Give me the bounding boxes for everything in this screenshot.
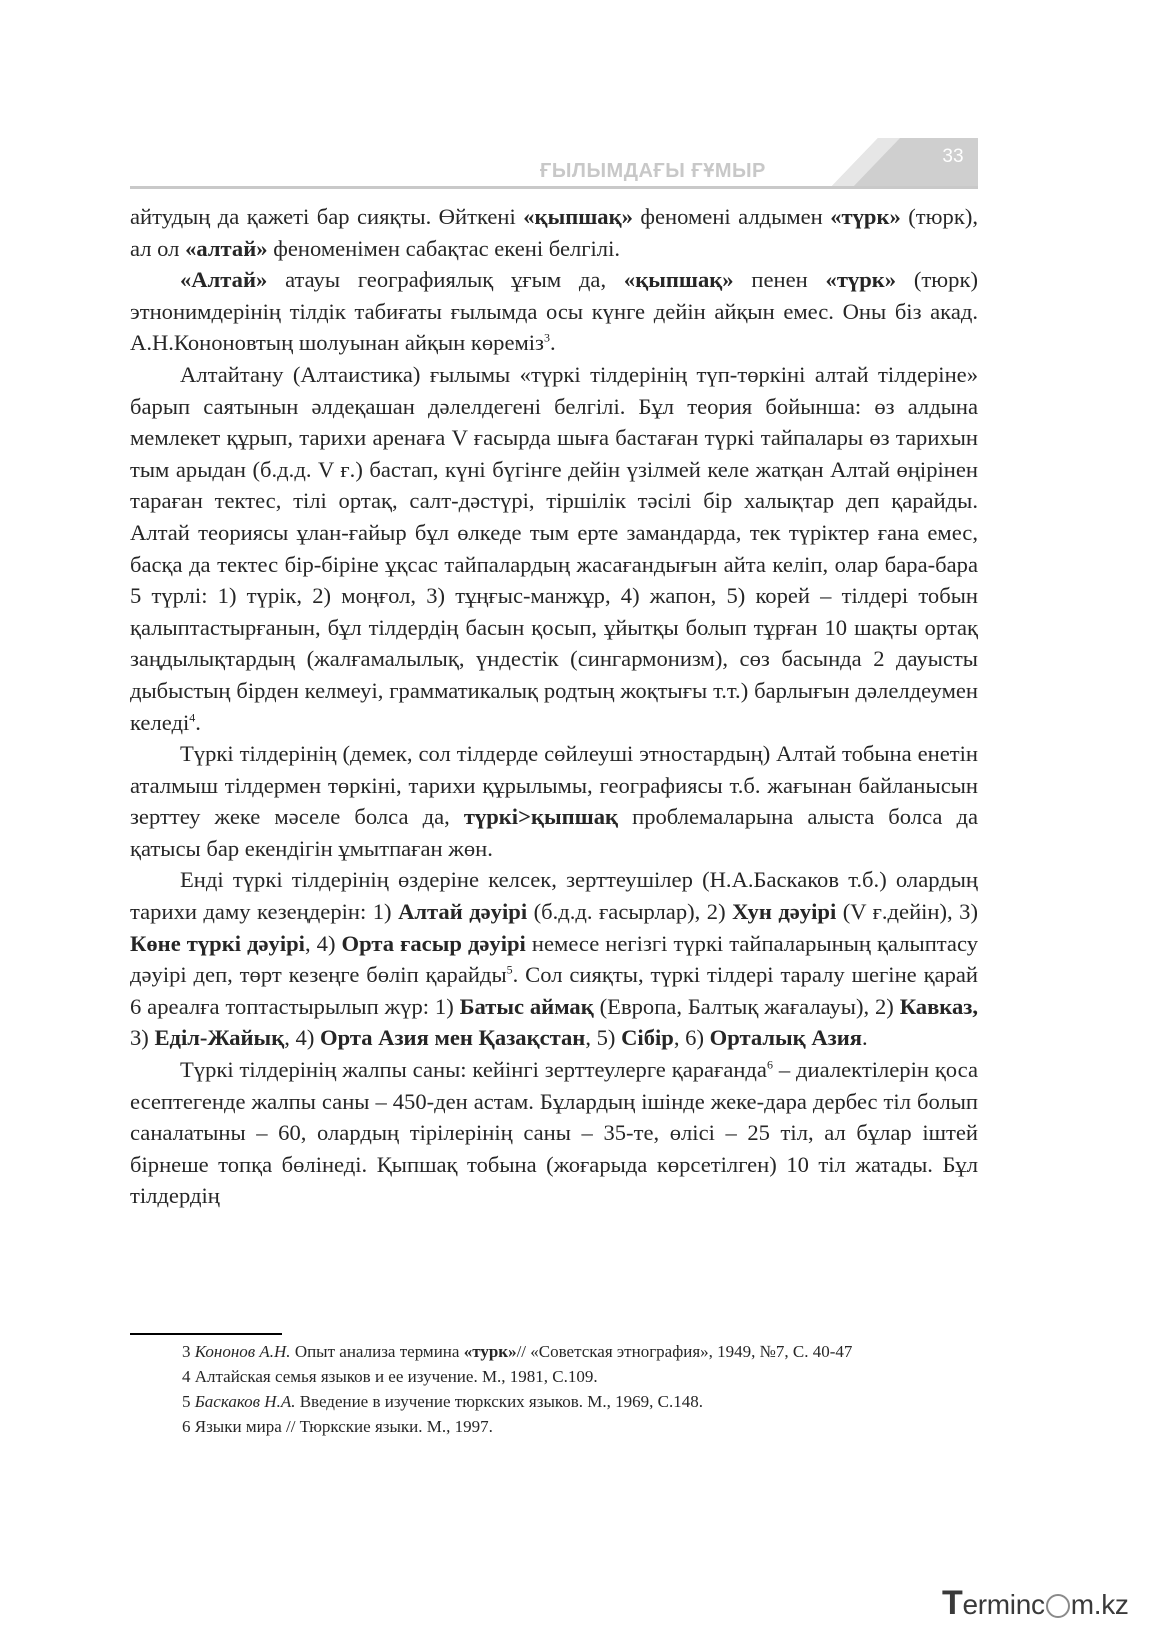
running-header (130, 138, 978, 200)
section-title: ҒЫЛЫМДАҒЫ ҒҰМЫР (540, 160, 766, 182)
footnote-ref-6: 6 (766, 1057, 773, 1072)
footnotes (130, 1339, 978, 1439)
paragraph-3: Алтайтану (Алтаистика) ғылымы «түркi тiлдерiнiң түп-төркiнi алтай тiлдерiне» барып саятынын әлдеқашан дәлелдегенi белгiлi. Бұл теория бойынша: өз алдына мемлекет құрып, тарихи аренаға V ғасырда шыға бастаған түркi тайпалары өз тарихын тым арыдан (б.д.д. V ғ.) бастап, күнi бүгiнге дейiн үзiлмей келе жатқан Алтай өңiрiнен тараған тектес, тiлi ортақ, салт-дәстүрi, тiршiлiк тәсiлi бiр халықтар деп қарайды. Алтай теориясы ұлан-ғайыр бұл өлкеде тым ерте замандарда, тек түрiктер ғана емес, басқа да тектес бiр-бiрiне ұқсас тайпалардың жасағандығын айта келiп, олар бара-бара 5 түрлi: 1) түрiк, 2) моңғол, 3) тұңғыс-манжұр, 4) жапон, 5) корей – тiлдерi тобын қалыптастырғанын, бұл тiлдердiң басын қосып, ұйытқы болып тұрған 10 шақты ортақ заңдылықтардың (жалғамалылық, үндестiк (сингармонизм), сөз басында 2 дауысты дыбыстың бiрден келмеуi, грамматикалық родтың жоқтығы т.т.) барлығын дәлелдеумен келедi$^4$. (130, 361, 978, 735)
paragraph-1: айтудың да қажеті бар сияқты. Өйткені «қыпшақ» феноменi алдымен «түрк» (тюрк), ал ол «алтай» феноменiмен сабақтас екенi белгiлi. (130, 204, 978, 261)
footnote-5: 5 Баскаков Н.А. Введение в изучение тюркских языков. М., 1969, С.148. (182, 1392, 703, 1411)
paragraph-2: «Алтай» атауы географиялық ұғым да, «қыпшақ» пенен «түрк» (тюрк) этнонимдерiнiң тiлдiк табиғаты ғылымда осы күнге дейiн айқын емес. Оны бiз акад. А.Н.Кононовтың шолуынан айқын көремiз$^3$. (130, 267, 978, 356)
magnifier-icon (1046, 1594, 1070, 1618)
body-text (130, 201, 978, 1212)
footnote-3: 3 Кононов А.Н. Опыт анализа термина «турк»// «Советская этнография», 1949, №7, С. 40-47 (182, 1342, 853, 1361)
paragraph-6: Түркi тiлдерiнiң жалпы саны: кейiнгi зерттеулерге қарағанда$^6$ – диалектiлерiн қоса есептегенде жалпы саны – 450-ден астам. Бұлардың iшiнде жеке-дара дербес тiл болып саналатыны – 60, олардың тiрiлерiнiң саны – 35-те, өлiсi – 25 тiл, ал бұлар iштей бiрнеше топқа бөлiнедi. Қыпшақ тобына (жоғарыда көрсетiлген) 10 тiл жатады. Бұл тiлдердiң (130, 1057, 979, 1209)
footnote-ref-5: 5 (506, 962, 513, 977)
page-number: 33 (942, 146, 964, 167)
footnote-4: 4 Алтайская семья языков и ее изучение. М., 1981, С.109. (182, 1367, 598, 1386)
termincom-watermark-logo: Terminc m.kz (942, 1584, 1129, 1622)
paragraph-4: Түркi тiлдерiнiң (демек, сол тiлдерде сөйлеушi этностардың) Алтай тобына енетiн аталмыш тiлдермен төркiнi, тарихи құрылымы, географиясы т.б. жағынан байланысын зерттеу жеке мәселе болса да, түркi>қыпшақ проблемаларына алыста болса да қатысы бар екендiгiн ұмытпаған жөн. (130, 741, 979, 861)
footnote-ref-4: 4 (189, 709, 196, 724)
header-rule (130, 186, 978, 189)
paragraph-5: Ендi түркi тiлдерiнiң өздерiне келсек, зерттеушiлер (Н.А.Баскаков т.б.) олардың тарихи даму кезеңдерiн: 1) Алтай дәуiрi (б.д.д. ғасырлар), 2) Хун дәуiрi (V ғ.дейiн), 3) Көне түркi дәуiрi, 4) Орта ғасыр дәуiрi немесе негiзгi түркi тайпаларының қалыптасу дәуiрi деп, төрт кезеңге бөлiп қарайды$^5$. Сол сияқты, түркi тiлдерi таралу шегiне қарай 6 ареалға топтастырылып жүр: 1) Батыс аймақ (Европа, Балтық жағалауы), 2) Кавказ, 3) Едiл-Жайық, 4) Орта Азия мен Қазақстан, 5) Сiбiр, 6) Орталық Азия. (130, 867, 979, 1051)
footnote-6: 6 Языки мира // Тюркские языки. М., 1997. (182, 1417, 493, 1436)
footnote-ref-3: 3 (543, 330, 550, 345)
footnote-separator (130, 1333, 282, 1335)
